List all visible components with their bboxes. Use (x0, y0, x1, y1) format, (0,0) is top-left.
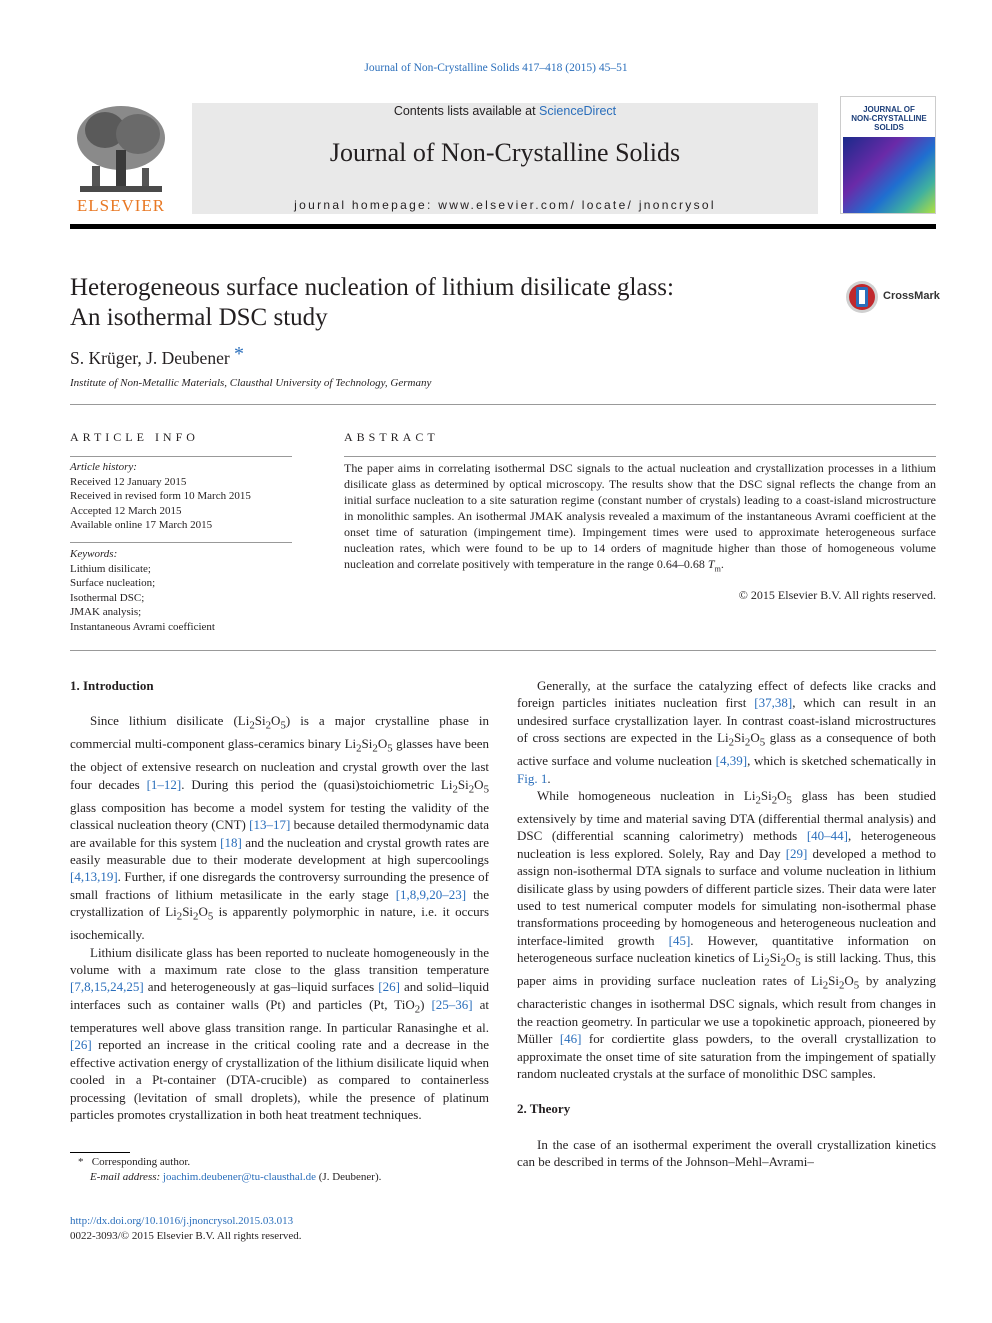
article-history (70, 460, 292, 533)
email-link[interactable]: joachim.deubener@tu-clausthal.de (162, 1171, 316, 1183)
reference-link[interactable]: [13–17] (249, 817, 291, 833)
email-label: E-mail address: (90, 1171, 163, 1183)
info-divider-top (70, 456, 292, 457)
journal-citation[interactable]: Journal of Non-Crystalline Solids 417–418 (2015) 45–51 (364, 62, 628, 74)
reference-link[interactable]: [18] (220, 834, 242, 850)
article-info-heading: ARTICLE INFO (70, 430, 199, 444)
reference-link[interactable]: [26] (70, 1037, 92, 1053)
journal-title: Journal of Non-Crystalline Solids (329, 138, 681, 167)
author-list (70, 343, 244, 369)
paragraph: In the case of an isothermal experiment the overall crystallization kinetics can be described in terms of the Johnson–Mehl–Avrami– (517, 1136, 936, 1170)
info-divider-mid (70, 542, 292, 543)
title-divider (70, 404, 936, 405)
paragraph: Generally, at the surface the catalyzing effect of defects like cracks and foreign particles initiates nucleation first [37,38], which can result in an undesired surface crystallization layer. In contrast coast-island microstructures of cross sections are expected in the $Li_2Si_2O_5$ glass as a consequence of both active surface and volume nucleation [4,39], which is sketched schematically in Fig. 1. (517, 678, 936, 786)
header-rule (70, 224, 936, 229)
keywords (70, 547, 292, 634)
reference-link[interactable]: [29] (785, 845, 808, 861)
contents-prefix: Contents lists available at (393, 104, 540, 118)
authors-text: S. Krüger, J. Deubener (70, 348, 230, 368)
keyword-item: JMAK analysis; (70, 606, 142, 618)
right-column (517, 677, 936, 1171)
cover-title-line1: JOURNAL OF (863, 105, 915, 114)
elsevier-logo[interactable] (70, 100, 172, 214)
corresponding-author-mark[interactable]: * (234, 343, 245, 365)
reference-link[interactable]: [37,38] (754, 695, 793, 711)
article-title (70, 273, 770, 333)
affiliation: Institute of Non-Metallic Materials, Clausthal University of Technology, Germany (70, 377, 432, 389)
footnote-star: * (78, 1156, 84, 1168)
keyword-item: Isothermal DSC; (70, 591, 145, 604)
keyword-item: Instantaneous Avrami coefficient (70, 620, 215, 633)
journal-cover[interactable] (840, 96, 936, 214)
email-owner: (J. Deubener). (316, 1171, 382, 1183)
history-item: Received in revised form 10 March 2015 (70, 490, 251, 502)
contents-line (192, 104, 818, 118)
issn-line: 0022-3093/© 2015 Elsevier B.V. All rights reserved. (70, 1230, 302, 1242)
crossmark-label: CrossMark (883, 290, 940, 302)
cover-title (841, 105, 936, 132)
reference-link[interactable]: [26] (378, 979, 400, 995)
corresponding-label: Corresponding author. (91, 1156, 191, 1168)
crossmark-icon (845, 280, 879, 314)
section-2-title: 2. Theory (517, 1101, 571, 1117)
tm-end: . (720, 557, 724, 571)
reference-link[interactable]: [46] (559, 1031, 582, 1047)
abstract-heading: ABSTRACT (344, 430, 439, 444)
reference-link[interactable]: [4,39] (715, 753, 748, 769)
paragraph: Since lithium disilicate $(Li_2Si_2O_5)$ is a major crystalline phase in commercial multi-component glass-ceramics binary $Li_2Si_2O_5$ glasses have been the object of extensive research on nucleation and crystal growth over the last four decades [1–12]. During this period the (quasi)stoichiometric $Li_2Si_2O_5$ glass composition has become a model system for testing the validity of the classical nucleation theory (CNT) [13–17] because detailed thermodynamic data are available for this system [18] and the nucleation and crystal growth rates are easily measurable due to their moderate development at high supercoolings [4,13,19]. Further, if one disregards the controversy surrounding the presence of small fractions of lithium metasilicate in the early stage [1,8,9,20–23] the crystallization of $Li_2Si_2O_5$ is apparently polymorphic in nature, i.e. it occurs isochemically. (70, 713, 489, 943)
reference-link[interactable]: [7,8,15,24,25] (70, 979, 144, 995)
history-item: Received 12 January 2015 (70, 475, 187, 488)
keyword-item: Lithium disilicate; (70, 562, 151, 575)
reference-link[interactable]: [40–44] (806, 828, 849, 844)
journal-homepage[interactable]: journal homepage: www.elsevier.com/ locate/ jnoncrysol (294, 198, 716, 212)
reference-link[interactable]: [1,8,9,20–23] (395, 886, 467, 902)
article-title-line1: Heterogeneous surface nucleation of lithium disilicate glass: (70, 274, 674, 301)
history-item: Accepted 12 March 2015 (70, 504, 182, 517)
history-label: Article history: (70, 461, 137, 473)
crossmark-button[interactable] (845, 280, 940, 316)
keyword-item: Surface nucleation; (70, 577, 156, 589)
cover-title-line2: NON-CRYSTALLINE SOLIDS (851, 114, 927, 132)
tm-subscript: m (714, 564, 721, 574)
abstract-copyright: © 2015 Elsevier B.V. All rights reserved. (738, 588, 936, 602)
left-column (70, 677, 489, 1123)
sciencedirect-link[interactable]: ScienceDirect (539, 104, 617, 118)
tm-symbol: T (707, 557, 715, 571)
reference-link[interactable]: [4,13,19] (70, 869, 118, 885)
reference-link[interactable]: [1–12] (146, 776, 182, 792)
paragraph: Lithium disilicate glass has been reported to nucleate homogeneously in the volume with a maximum rate close to the glass transition temperature [7,8,15,24,25] and heterogeneously at gas–liquid surfaces [26] and solid–liquid interfaces such as container walls (Pt) and particles (Pt, TiO$_2$) [25–36] at temperatures well above glass transition range. In particular Ranasinghe et al. [26] reported an increase in the critical cooling rate and a decrease in the effective activation energy of crystallization of the lithium disilicate liquid when cooled in a Pt-container (DTA-crucible) as compared to containerless processing (levitation of small droplets), while the presence of platinum particles promotes crystallization in both heat treatment techniques. (70, 944, 489, 1122)
reference-link[interactable]: [25–36] (431, 996, 473, 1012)
body-divider (70, 650, 936, 651)
article-title-line2: An isothermal DSC study (70, 304, 328, 331)
elsevier-wordmark: ELSEVIER (76, 196, 166, 215)
cover-image (843, 137, 935, 213)
abstract-body (344, 460, 936, 577)
footnote-corresponding (78, 1155, 498, 1185)
reference-link[interactable]: [45] (668, 932, 691, 948)
figure-link[interactable]: Fig. 1 (517, 770, 548, 786)
section-1-title: 1. Introduction (70, 678, 154, 693)
doi-link[interactable]: http://dx.doi.org/10.1016/j.jnoncrysol.2015.03.013 (70, 1215, 294, 1227)
footnote-rule (70, 1152, 130, 1153)
abstract-divider (344, 456, 936, 457)
history-item: Available online 17 March 2015 (70, 519, 213, 531)
paragraph: While homogeneous nucleation in $Li_2Si_2O_5$ glass has been studied extensively by time and material saving DTA (differential thermal analysis) and DSC (differential scanning calorimetry) methods [40–44], heterogeneous nucleation is less explored. Solely, Ray and Day [29] developed a method to assign non-isothermal DTA signals to surface and volume nucleation in lithium disilicate glass by using powders of different particle sizes. Their data were later used to test numerical computer models for simulating non-isothermal phase transformations proceeding by homogeneous and heterogeneous nucleation and interface-limited growth [45]. However, quantitative information on heterogeneous surface nucleation kinetics of $Li_2Si_2O_5$ is still lacking. Thus, this paper aims in providing surface nucleation rates of $Li_2Si_2O_5$ by analyzing characteristic changes in isothermal DSC signals, which result from changes in the reaction geometry. In particular we use a topokinetic approach, pioneered by Müller [46] for cordiertite glass powders, to the overall crystallization to approximate the onset time of site saturation from the impingement of spatially random nucleated crystals at the surface of monolithic DSC samples. (517, 788, 936, 1081)
abstract-text: The paper aims in correlating isothermal DSC signals to the actual nucleation and crystallization processes in a lithium disilicate glass as determined by optical microscopy. The results show that the DSC signal reflects the change from an initial surface nucleation to a site saturation regime (constant number of crystals) leading to a coast-island microstructure in monolithic samples. An isothermal JMAK analysis revealed a maximum of the instantaneous Avrami coefficient at the onset time of saturation (impingement time). Impingement times were used to approximate heterogeneous surface nucleation rates, which were found to be up to 14 orders of magnitude higher than those of homogeneous volume nucleation and correlate positively with temperature in the range 0.64–0.68 (344, 461, 936, 571)
keywords-label: Keywords: (70, 548, 118, 560)
